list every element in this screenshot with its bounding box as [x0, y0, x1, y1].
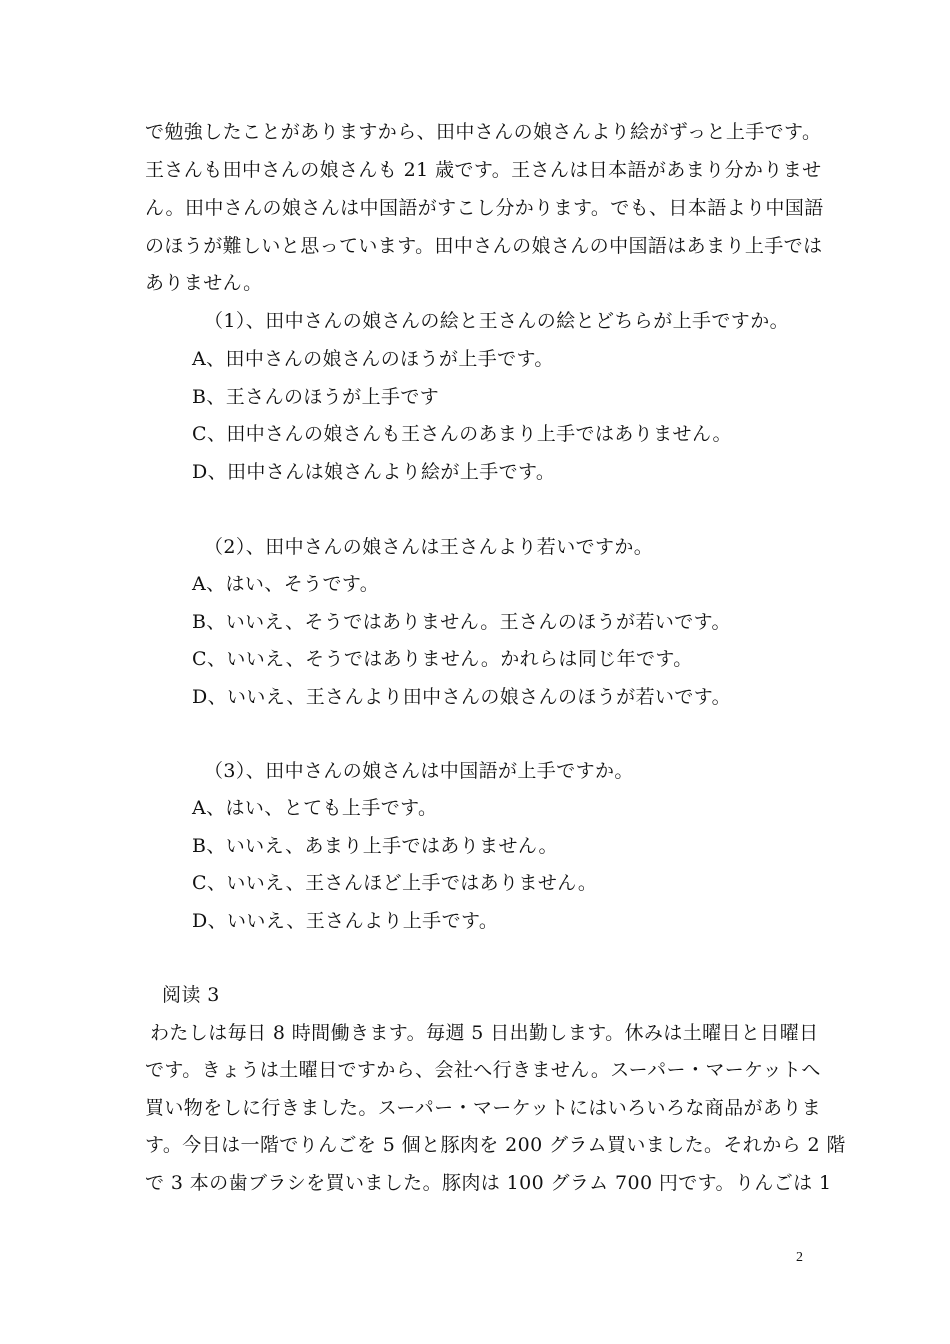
reading3-line-4: す。今日は一階でりんごを 5 個と豚肉を 200 グラム買いました。それから 2 階 [145, 1134, 846, 1156]
page-number: 2 [796, 1250, 803, 1265]
reading3-line-1: わたしは毎日 8 時間働きます。毎週 5 日出勤します。休みは土曜日と日曜日 [150, 1022, 819, 1044]
question-3-option-b: B、いいえ、あまり上手ではありません。 [192, 835, 558, 857]
question-1-option-b: B、王さんのほうが上手です [192, 386, 440, 408]
passage-line-2: 王さんも田中さんの娘さんも 21 歳です。王さんは日本語があまり分かりませ [145, 159, 822, 181]
question-2-option-a: A、はい、そうです。 [192, 573, 380, 595]
question-3-option-c: C、いいえ、王さんほど上手ではありません。 [192, 872, 598, 894]
reading3-line-3: 買い物をしに行きました。スーパー・マーケットにはいろいろな商品がありま [145, 1097, 822, 1119]
passage-line-5: ありません。 [145, 272, 263, 294]
question-2-option-c: C、いいえ、そうではありません。かれらは同じ年です。 [192, 648, 693, 670]
question-3-option-d: D、いいえ、王さんより上手です。 [192, 910, 499, 932]
question-1-option-c: C、田中さんの娘さんも王さんのあまり上手ではありません。 [192, 423, 732, 445]
question-2-option-d: D、いいえ、王さんより田中さんの娘さんのほうが若いです。 [192, 686, 732, 708]
question-2: （2）、田中さんの娘さんは王さんより若いですか。 [204, 536, 654, 558]
passage-line-4: のほうが難しいと思っています。田中さんの娘さんの中国語はあまり上手では [145, 235, 823, 257]
reading3-line-5: で 3 本の歯ブラシを買いました。豚肉は 100 グラム 700 円です。りんごは 1 [145, 1172, 832, 1194]
passage-line-1: で勉強したことがありますから、田中さんの娘さんより絵がずっと上手です。 [145, 121, 822, 143]
question-2-option-b: B、いいえ、そうではありません。王さんのほうが若いです。 [192, 611, 731, 633]
question-1: （1）、田中さんの娘さんの絵と王さんの絵とどちらが上手ですか。 [204, 310, 789, 332]
question-3-option-a: A、はい、とても上手です。 [192, 797, 438, 819]
passage-line-3: ん。田中さんの娘さんは中国語がすこし分かります。でも、日本語より中国語 [145, 197, 824, 219]
reading3-line-2: です。きょうは土曜日ですから、会社へ行きません。スーパー・マーケットへ [145, 1059, 821, 1081]
reading3-heading: 阅读 3 [162, 984, 220, 1006]
question-1-option-d: D、田中さんは娘さんより絵が上手です。 [192, 461, 556, 483]
question-3: （3）、田中さんの娘さんは中国語が上手ですか。 [204, 760, 634, 782]
question-1-option-a: A、田中さんの娘さんのほうが上手です。 [192, 348, 554, 370]
